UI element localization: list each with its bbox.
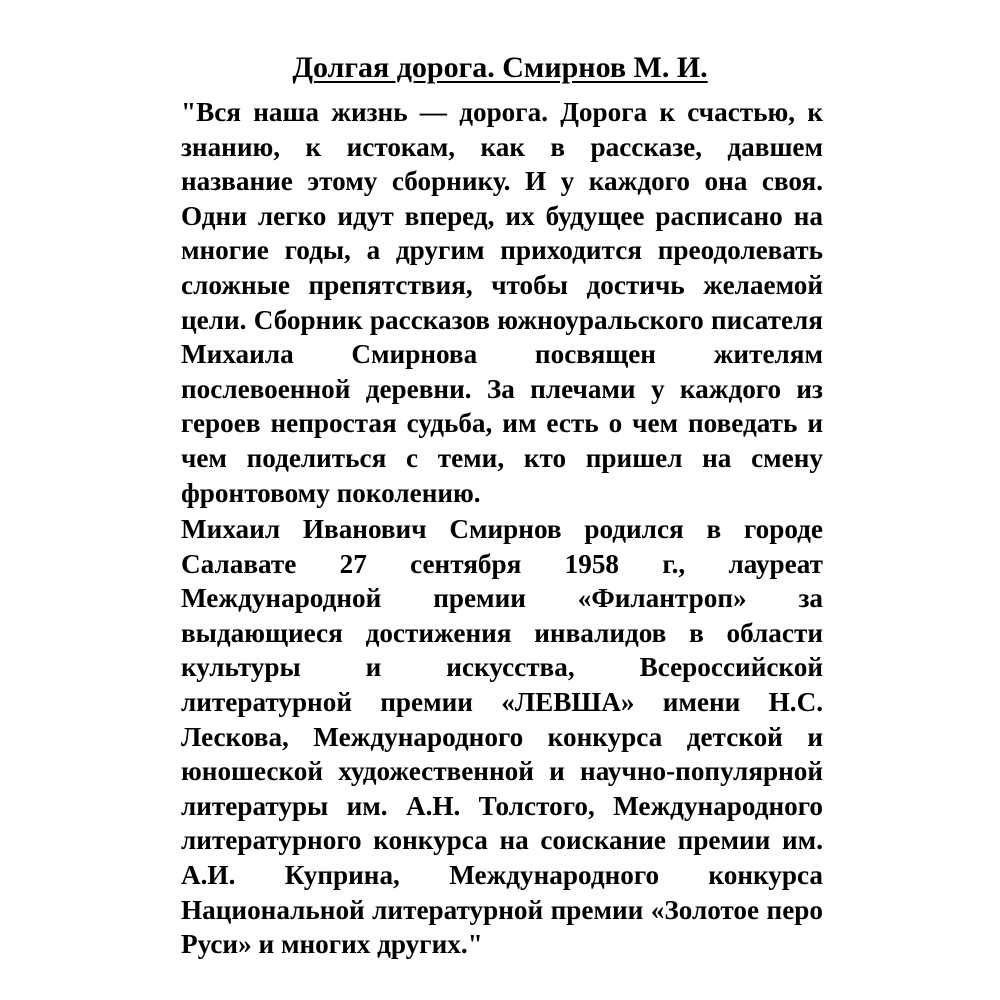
- document-title: Долгая дорога. Смирнов М. И.: [292, 51, 708, 84]
- paragraph-book-description: "Вся наша жизнь — дорога. Дорога к счастью, к знанию, к истокам, как в рассказе, давшем название этому сборнику. И у каждого она своя. Одни легко идут вперед, их будущее расписано на многие годы, а другим приходится преодолевать сложные препятствия, чтобы достичь желаемой цели. Сборник рассказов южноуральского писателя Михаила Смирнова посвящен жителям послевоенной деревни. За плечами у каждого из героев непростая судьба, им есть о чем поведать и чем поделиться с теми, кто пришел на смену фронтовому поколению.: [181, 97, 823, 508]
- paragraph-author-biography: Михаил Иванович Смирнов родился в городе Салавате 27 сентября 1958 г., лауреат Международной премии «Филантроп» за выдающиеся достижения инвалидов в области культуры и искусства, Всероссийской литературной премии «ЛЕВША» имени Н.С. Лескова, Международного конкурса детской и юношеской художественной и научно-популярной литературы им. А.Н. Толстого, Международного литературного конкурса на соискание премии им. А.И. Куприна, Международного конкурса Национальной литературной премии «Золотое перо Руси» и многих других.": [181, 514, 823, 960]
